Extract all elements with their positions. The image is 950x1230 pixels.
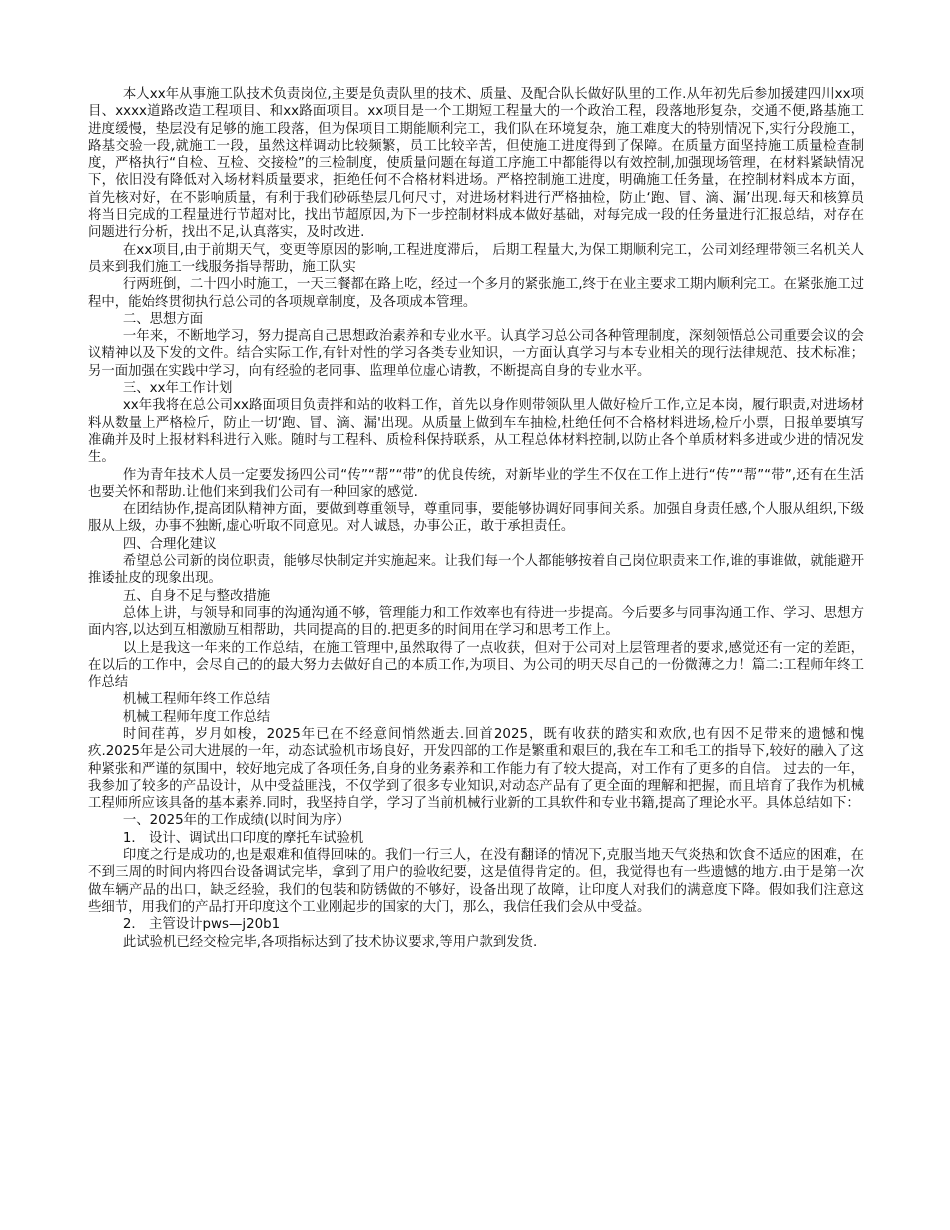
heading-shortcomings: 五、自身不足与整改措施 xyxy=(122,588,271,604)
title-mech-annual: 机械工程师年度工作总结 xyxy=(122,709,271,725)
paragraph-xx-project: 在xx项目,由于前期天气，变更等原因的影响,工程进度滞后， 后期工程量大,为保工期顺利完工，公司刘经理带领三名机关人员来到我们施工一线服务指导帮助，施工队实 xyxy=(88,242,864,275)
paragraph-shortcomings: 总体上讲，与领导和同事的沟通沟通不够，管理能力和工作效率也有待进一步提高。今后要多与同事沟通工作、学习、思想方面内容,以达到互相激励互相帮助，共同提高的目的.把更多的时间用在学习和思考工作上。 xyxy=(88,605,864,639)
heading-work-plan: 三、xx年工作计划 xyxy=(122,381,233,397)
paragraph-work-plan: xx年我将在总公司xx路面项目负责拌和站的收料工作，首先以身作则带领队里人做好检斤工作,立足本岗，履行职责,对进场材料从数量上严格检斤，防止一切‘跑、冒、滴、漏'出现。从质量上做到车车抽检,杜绝任何不合格材料进场,检斤小票，日报单要填写准确并及时上报材料科进行入账。随时与工程科、质检科保持联系，从工程总体材料控制,以防止各个单质材料多进或少进的情况发生。 xyxy=(88,398,864,466)
paragraph-suggestions: 希望总公司新的岗位职责，能够尽快制定并实施起来。让我们每一个人都能够按着自己岗位职责来工作,谁的事谁做，就能避开推诿扯皮的现象出现。 xyxy=(88,554,864,587)
item-2-heading: 2． 主管设计pws—j20b1 xyxy=(122,917,281,933)
paragraph-item-2: 此试验机已经交检完毕,各项指标达到了技术协议要求,等用户款到发货. xyxy=(122,934,538,950)
paragraph-thought: 一年来，不断地学习，努力提高自己思想政治素养和专业水平。认真学习总公司各种管理制度，深刻领悟总公司重要会议的会议精神以及下发的文件。结合实际工作,有针对性的学习各类专业知识，一方面认真学习与本专业相关的现行法律规范、技术标准；另一面加强在实践中学习，向有经验的老同事、监理单位虚心请教，不断提高自身的专业水平。 xyxy=(88,329,864,379)
document-body xyxy=(88,86,864,951)
heading-achievements: 一、2025年的工作成绩(以时间为序） xyxy=(122,813,350,829)
paragraph-shift-work: 行两班倒，二十四小时施工，一天三餐都在路上吃，经过一个多月的紧张施工,终于在业主要求工期内顺利完工。在紧张施工过程中，能始终贯彻执行总公司的各项规章制度，及各项成本管理。 xyxy=(88,277,864,310)
title-mech-year-end: 机械工程师年终工作总结 xyxy=(122,692,271,708)
paragraph-intro: 本人xx年从事施工队技术负责岗位,主要是负责队里的技术、质量、及配合队长做好队里的工作.从年初先后参加援建四川xx项目、xxxx道路改造工程项目、和xx路面项目。xx项目是一个工期短工程量大的一个政治工程，段落地形复杂，交通不便,路基施工进度缓慢，垫层没有足够的施工段落，但为保项目工期能顺利完工，我们队在环境复杂，施工难度大的特别情况下,实行分段施工，路基交验一段,就施工一段，虽然这样调动比较频繁，员工比较辛苦，但使施工进度得到了保障。在质量方面坚持施工质量检查制度，严格执行“自检、互检、交接检”的三检制度，使质量问题在每道工序施工中都能得以有效控制,加强现场管理，在材料紧缺情况下，依旧没有降低对入场材料质量要求，拒绝任何不合格材料进场。严格控制施工进度，明确施工任务量，在控制材料成本方面，首先核对好，在不影响质量，有利于我们砂砾垫层几何尺寸，对进场材料进行严格抽检，防止‘跑、冒、滴、漏’出现.每天和核算员将当日完成的工程量进行节超对比，找出节超原因,为下一步控制材料成本做好基础，对每完成一段的任务量进行汇报总结，对存在问题进行分析，找出不足,认真落实，及时改进. xyxy=(88,87,864,241)
heading-thought: 二、思想方面 xyxy=(122,311,204,327)
paragraph-teamwork: 在团结协作,提高团队精神方面，要做到尊重领导，尊重同事，要能够协调好同事间关系。加强自身责任感,个人服从组织,下级服从上级，办事不独断,虚心听取不同意见。对人诚恳，办事公正，敢于承担责任。 xyxy=(88,502,864,535)
paragraph-conclusion: 以上是我这一年来的工作总结，在施工管理中,虽然取得了一点收获，但对于公司对上层管理者的要求,感觉还有一定的差距，在以后的工作中，会尽自己的的最大努力去做好自己的本质工作,为项目、为公司的明天尽自己的一份微薄之力！篇二:工程师年终工作总结 xyxy=(88,640,864,691)
heading-suggestions: 四、合理化建议 xyxy=(122,536,217,552)
paragraph-mech-intro: 时间荏苒，岁月如梭，2025年已在不经意间悄然逝去.回首2025，既有收获的踏实和欢欣,也有因不足带来的遗憾和愧疚.2025年是公司大进展的一年，动态试验机市场良好，开发四部的工作是繁重和艰巨的,我在车工和毛工的指导下,较好的融入了这种紧张和严谨的氛围中，较好地完成了各项任务,自身的业务素养和工作能力有了较大提高，对工作有了更多的自信。 过去的一年，我参加了较多的产品设计，从中受益匪浅，不仅学到了很多专业知识,对动态产品有了更全面的理解和把握，而且培育了我作为机械工程师所应该具备的基本素养.同时，我坚持自学，学习了当前机械行业新的工具软件和专业书籍,提高了理论水平。具体总结如下： xyxy=(88,726,864,812)
item-1-heading: 1． 设计、调试出口印度的摩托车试验机 xyxy=(122,830,364,846)
paragraph-india-trip: 印度之行是成功的,也是艰难和值得回味的。我们一行三人，在没有翻译的情况下,克服当地天气炎热和饮食不适应的困难，在不到三周的时间内将四台设备调试完毕，拿到了用户的验收纪要，这是值得肯定的。但，我觉得也有一些遗憾的地方.由于是第一次做车辆产品的出口，缺乏经验，我们的包装和防锈做的不够好，设备出现了故障，让印度人对我们的满意度下降。假如我们注意这些细节，用我们的产品打开印度这个工业刚起步的国家的大门，那么，我信任我们会从中受益。 xyxy=(88,848,864,915)
paragraph-tradition: 作为青年技术人员一定要发扬四公司“传”“帮”“带”的优良传统，对新毕业的学生不仅在工作上进行“传”“帮”“带”,还有在生活也要关怀和帮助.让他们来到我们公司有一种回家的感觉. xyxy=(88,467,864,500)
